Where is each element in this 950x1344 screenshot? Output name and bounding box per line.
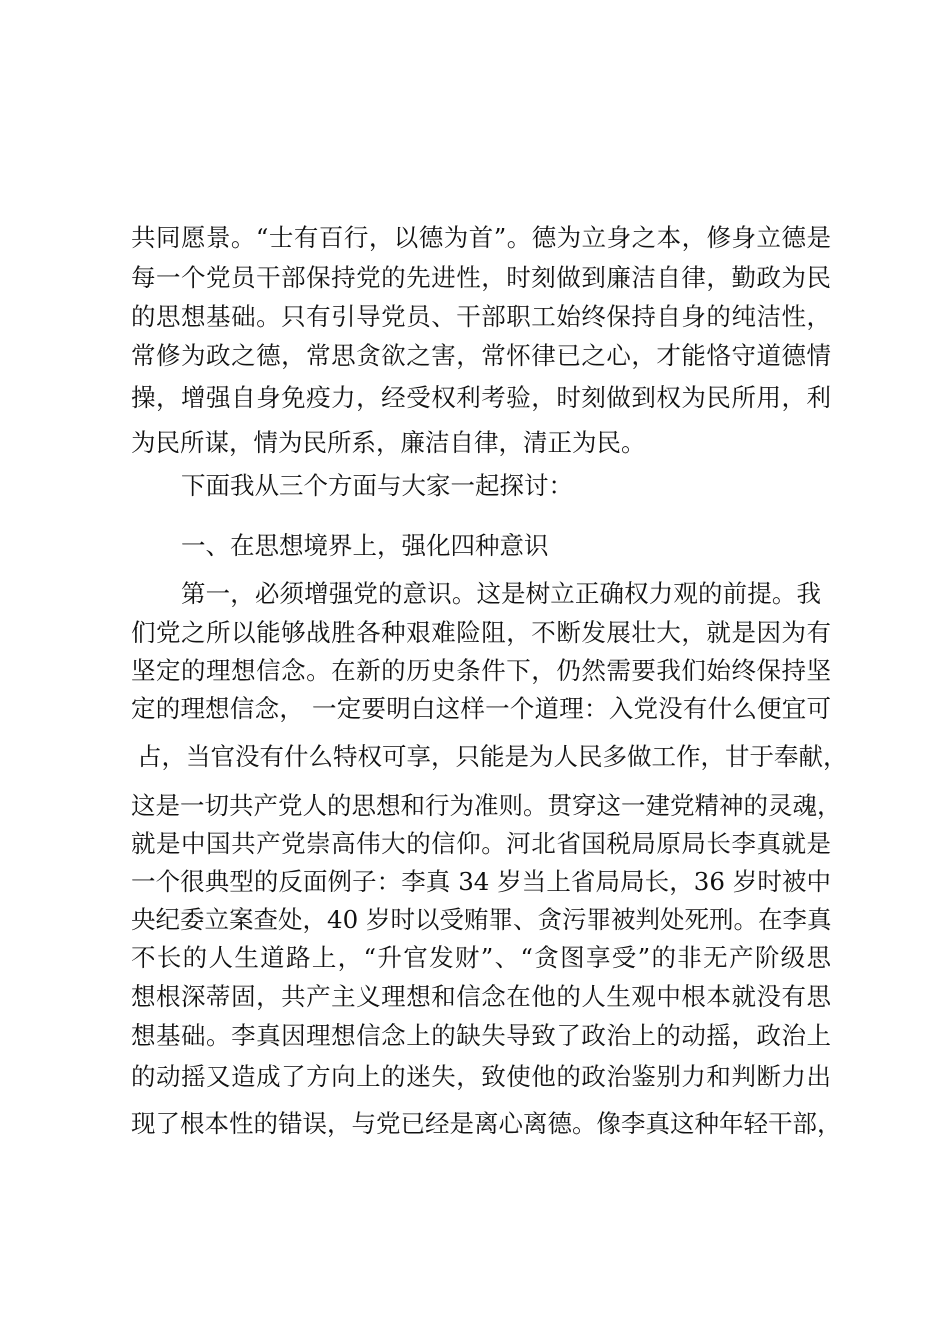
text-line: 第一，必须增强党的意识。这是树立正确权力观的前提。我 [181, 579, 821, 608]
text-line: 坚定的理想信念。在新的历史条件下，仍然需要我们始终保持坚 [131, 656, 831, 685]
text-line: 的思想基础。只有引导党员、干部职工始终保持自身的纯洁性， [131, 302, 831, 331]
text-line: 定的理想信念， 一定要明白这样一个道理：入党没有什么便宜可 [131, 694, 831, 723]
text-line: 们党之所以能够战胜各种艰难险阻，不断发展壮大，就是因为有 [131, 618, 831, 647]
text-line: 一个很典型的反面例子：李真 34 岁当上省局局长，36 岁时被中 [131, 867, 831, 896]
text-line: 想根深蒂固，共产主义理想和信念在他的人生观中根本就没有思 [131, 982, 831, 1011]
text-line: 这是一切共产党人的思想和行为准则。贯穿这一建党精神的灵魂， [131, 791, 842, 820]
text-line: 操，增强自身免疫力，经受权利考验，时刻做到权为民所用，利 [131, 383, 831, 412]
text-line: 为民所谋，情为民所系，廉洁自律，清正为民。 [131, 428, 646, 457]
text-line: 常修为政之德，常思贪欲之害，常怀律已之心，才能恪守道德情 [131, 341, 831, 370]
text-line: 下面我从三个方面与大家一起探讨： [181, 471, 573, 500]
section-heading: 一、在思想境界上，强化四种意识 [181, 531, 549, 560]
text-line: 的动摇又造成了方向上的迷失，致使他的政治鉴别力和判断力出 [131, 1062, 831, 1091]
text-line: 共同愿景。“士有百行，以德为首”。德为立身之本，修身立德是 [131, 223, 831, 252]
text-line: 央纪委立案查处，40 岁时以受贿罪、贪污罪被判处死刑。在李真 [131, 905, 832, 934]
text-line: 不长的人生道路上，“升官发财”、“贪图享受”的非无产阶级思 [131, 943, 831, 972]
text-line: 现了根本性的错误，与党已经是离心离德。像李真这种年轻干部， [131, 1109, 842, 1138]
text-line: 想基础。李真因理想信念上的缺失导致了政治上的动摇，政治上 [131, 1021, 831, 1050]
text-line: 就是中国共产党崇高伟大的信仰。河北省国税局原局长李真就是 [131, 829, 831, 858]
text-line: 占，当官没有什么特权可享，只能是为人民多做工作，甘于奉献， [137, 742, 848, 771]
text-line: 每一个党员干部保持党的先进性，时刻做到廉洁自律，勤政为民 [131, 263, 831, 292]
